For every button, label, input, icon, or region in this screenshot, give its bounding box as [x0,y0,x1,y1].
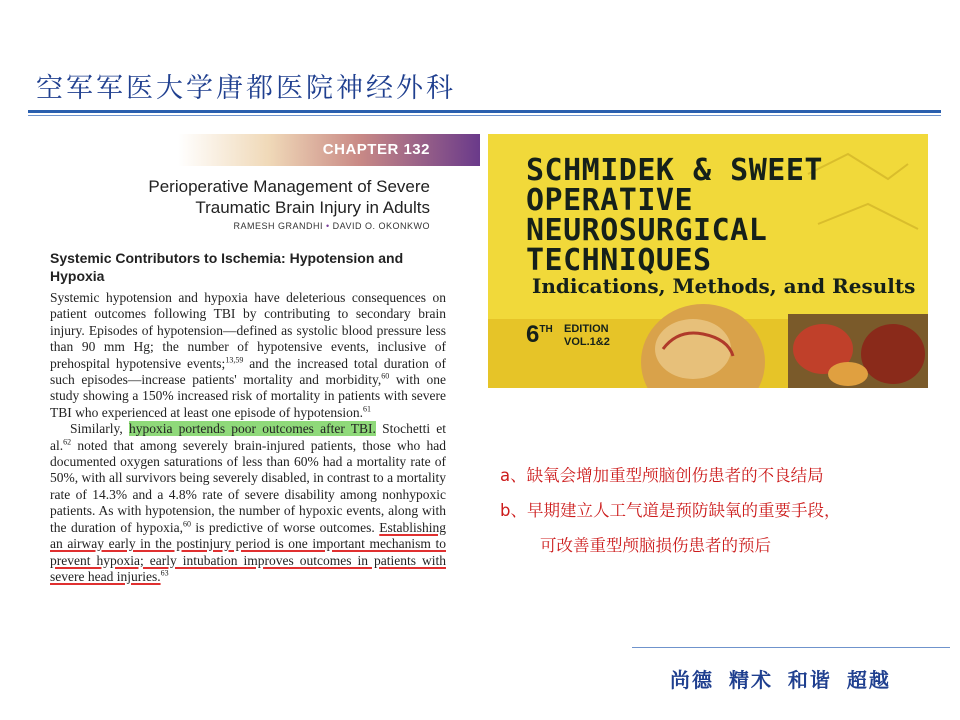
footer-motto: 尚德 精术 和谐 超越 [670,668,891,692]
article-excerpt [36,134,480,664]
paragraph [50,421,446,585]
note-item-b-continued: 可改善重型颅脑损伤患者的预后 [540,536,771,555]
author-name: RAMESH GRANDHI [233,221,323,231]
note-item-a: a、缺氧会增加重型颅脑创伤患者的不良结局 [500,466,824,485]
author-separator: • [326,221,330,231]
edition-label: EDITION [564,323,609,335]
text: Stochetti et al. [50,421,446,453]
cover-title-line: OPERATIVE [526,183,694,218]
reference: 60 [182,519,191,529]
paragraph [50,290,446,421]
text: noted that among severely brain-injured patients, those who had documented oxygen saturations of less than 60% had a mortality rate of 50%, with all survivors being severely disabled, in contrast to a mortality rate of 14.3% and a 4.8% rate of severe disability among nonhypoxic patients. As with hypotension, the number of hypoxic events, along with the duration of hypoxia, [50,437,446,535]
chapter-banner [178,134,480,166]
section-heading: Systemic Contributors to Ischemia: Hypotension and Hypoxia [50,250,404,284]
article-title-line2: Traumatic Brain Injury in Adults [195,198,430,217]
author-name: DAVID O. OKONKWO [332,221,430,231]
reference: 60 [381,371,390,381]
cover-title-line: TECHNIQUES [526,243,712,278]
header-divider [28,110,941,113]
header-divider-thin [28,115,941,116]
text: Systemic hypotension and hypoxia have deleterious consequences on patient outcomes following TBI by contributing to secondary brain injury. Episodes of hypotension—defined as systolic blood pressure less than 90 mm Hg; the number of hypotensive events, inclusive of prehospital hypotensive events; [50,290,446,371]
reference: 61 [363,404,372,414]
text: and the increased total duration of such episodes—increase patients' mortality and morbidity, [50,355,447,388]
reference: 62 [63,437,72,447]
page-title: 空军军医大学唐都医院神经外科 [36,73,456,104]
cover-title-line: SCHMIDEK & SWEET [526,153,823,188]
summary-notes [500,458,840,563]
highlighted-text: hypoxia portends poor outcomes after TBI. [128,421,376,437]
cover-subtitle: Indications, Methods, and Results [532,274,916,298]
footer-divider [632,647,950,648]
text: Similarly, [70,421,129,437]
article-title-line1: Perioperative Management of Severe [148,177,430,196]
book-cover [488,134,928,388]
article-authors [136,221,430,231]
chapter-label: CHAPTER 132 [322,141,430,158]
cover-edition [526,321,610,349]
reference: 13,59 [225,355,244,365]
article-title [40,176,430,218]
article-body [50,290,446,585]
cover-title-line: NEUROSURGICAL [526,213,768,248]
edition-number: 6 [526,321,540,348]
underlined-text: Establishing an airway early in the postinjury period is one important mechanism to prevent hypoxia; early intubation improves outcomes in patients with severe head injuries. [50,519,446,584]
text: with one study showing a 150% increased risk of mortality in patients with severe TBI who experienced at least one episode of hypotension. [50,372,446,420]
note-item-b: b、早期建立人工气道是预防缺氧的重要手段， [500,501,841,520]
text: is predictive of worse outcomes. [190,519,380,535]
edition-volumes: VOL.1&2 [564,336,610,348]
edition-suffix: TH [539,324,553,335]
reference: 63 [160,568,169,578]
